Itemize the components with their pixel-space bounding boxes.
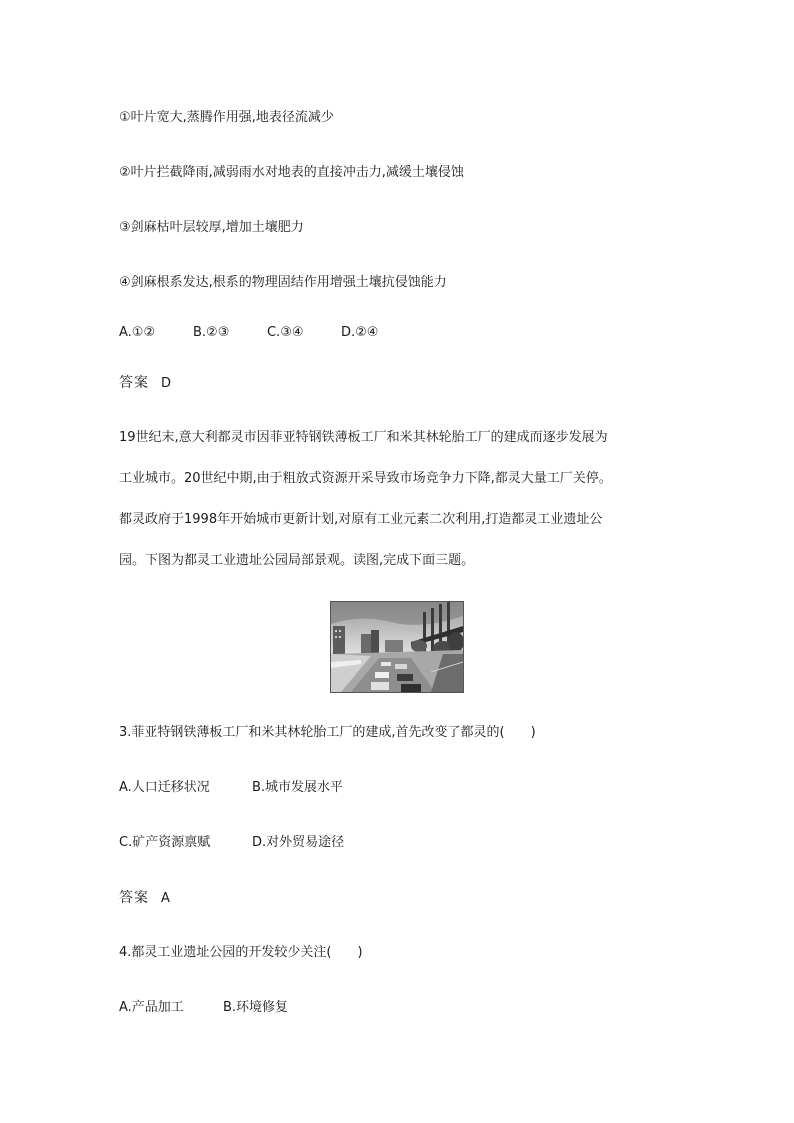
option-c: C.③④: [267, 325, 304, 340]
passage-line-3: 都灵政府于1998年开始城市更新计划,对原有工业元素二次利用,打造都灵工业遗址公: [119, 512, 603, 527]
statement-3: ③剑麻枯叶层较厚,增加土壤肥力: [119, 220, 304, 235]
option-b: B.城市发展水平: [252, 780, 344, 795]
question-3-options-row-1: [119, 779, 343, 797]
option-c: C.矿产资源禀赋: [119, 835, 211, 850]
passage-line-2: 工业城市。20世纪中期,由于粗放式资源开采导致市场竞争力下降,都灵大量工厂关停。: [119, 471, 612, 486]
statement-4: ④剑麻根系发达,根系的物理固结作用增强土壤抗侵蚀能力: [119, 275, 447, 290]
option-a: A.①②: [119, 325, 156, 340]
answer-label: 答案: [119, 375, 149, 391]
passage-line-1: 19世纪末,意大利都灵市因菲亚特钢铁薄板工厂和米其林轮胎工厂的建成而逐步发展为: [119, 430, 608, 445]
statement-2: ②叶片拦截降雨,减弱雨水对地表的直接冲击力,减缓土壤侵蚀: [119, 165, 464, 180]
question-4-stem: 4.都灵工业遗址公园的开发较少关注( ): [119, 945, 363, 960]
option-d: D.对外贸易途径: [252, 835, 345, 850]
answer-label: 答案: [119, 890, 149, 906]
option-a: A.人口迁移状况: [119, 780, 210, 795]
answer-value: D: [161, 376, 172, 391]
question-4-options: [119, 999, 288, 1017]
option-d: D.②④: [341, 325, 379, 340]
passage-line-4: 园。下图为都灵工业遗址公园局部景观。读图,完成下面三题。: [119, 553, 475, 568]
question-3-stem: 3.菲亚特钢铁薄板工厂和米其林轮胎工厂的建成,首先改变了都灵的( ): [119, 725, 536, 740]
q-prev-answer: [119, 374, 171, 393]
answer-value: A: [161, 891, 170, 906]
option-b: B.②③: [193, 325, 230, 340]
question-3-answer: [119, 889, 170, 908]
option-a: A.产品加工: [119, 1000, 184, 1015]
question-3-options-row-2: [119, 834, 344, 852]
park-landscape-photo: [330, 601, 464, 693]
statement-1: ①叶片宽大,蒸腾作用强,地表径流减少: [119, 110, 334, 125]
option-b: B.环境修复: [223, 1000, 289, 1015]
q-prev-options: [119, 324, 378, 342]
